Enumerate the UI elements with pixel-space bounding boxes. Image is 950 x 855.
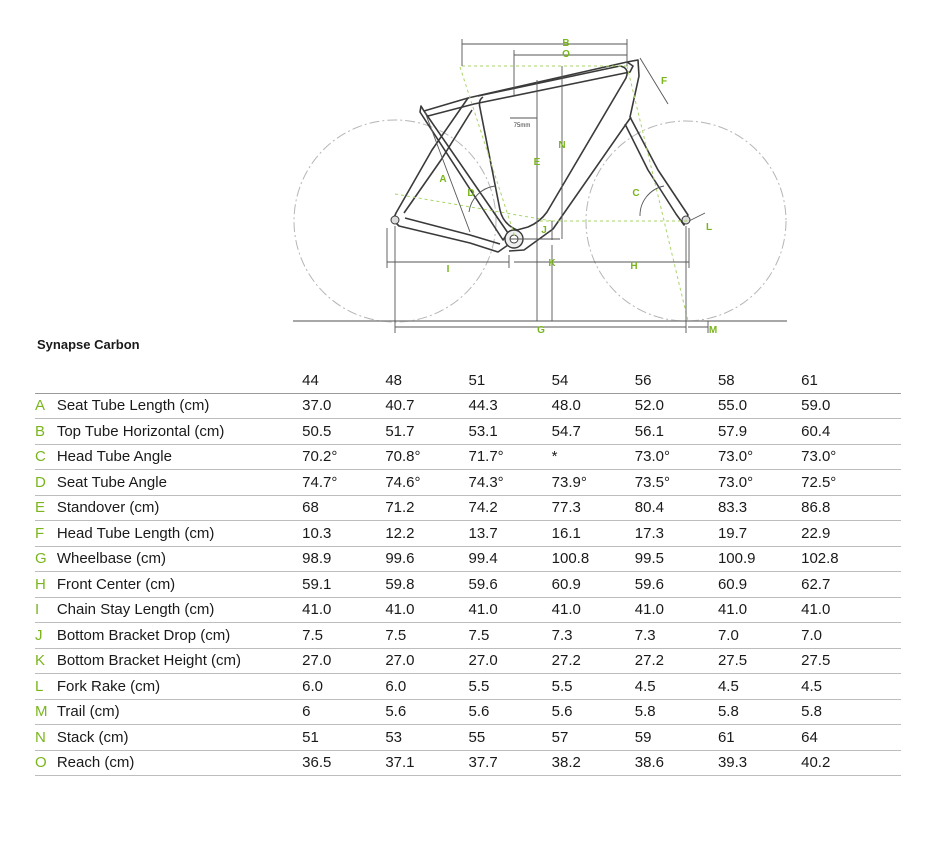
table-cell: * <box>552 444 635 470</box>
row-name: Standover (cm) <box>57 495 302 521</box>
table-cell: 57.9 <box>718 419 801 445</box>
table-cell: 54.7 <box>552 419 635 445</box>
table-cell: 60.9 <box>718 572 801 598</box>
table-row <box>35 393 901 419</box>
table-cell: 59.8 <box>385 572 468 598</box>
table-cell: 7.5 <box>302 623 385 649</box>
row-letter: N <box>35 725 57 751</box>
table-cell: 16.1 <box>552 521 635 547</box>
row-name: Stack (cm) <box>57 725 302 751</box>
table-cell: 55 <box>468 725 551 751</box>
dim-label-d: D <box>467 188 475 199</box>
table-cell: 6 <box>302 699 385 725</box>
rear-axle <box>391 216 399 224</box>
table-cell: 100.8 <box>552 546 635 572</box>
table-cell: 39.3 <box>718 750 801 776</box>
table-cell: 64 <box>801 725 901 751</box>
table-cell: 99.4 <box>468 546 551 572</box>
table-cell: 73.0° <box>718 470 801 496</box>
geometry-table <box>35 368 901 776</box>
dim-label-j: J <box>541 225 547 236</box>
row-name: Chain Stay Length (cm) <box>57 597 302 623</box>
table-cell: 59.0 <box>801 393 901 419</box>
row-letter: I <box>35 597 57 623</box>
table-cell: 4.5 <box>635 674 718 700</box>
table-row <box>35 546 901 572</box>
table-cell: 27.0 <box>302 648 385 674</box>
dim-label-f: F <box>660 76 668 87</box>
table-cell: 27.0 <box>468 648 551 674</box>
size-header: 56 <box>635 368 718 393</box>
table-cell: 7.0 <box>801 623 901 649</box>
table-cell: 99.6 <box>385 546 468 572</box>
table-cell: 41.0 <box>468 597 551 623</box>
table-cell: 74.3° <box>468 470 551 496</box>
table-row <box>35 750 901 776</box>
table-cell: 27.2 <box>635 648 718 674</box>
table-cell: 27.5 <box>801 648 901 674</box>
table-cell: 27.2 <box>552 648 635 674</box>
dim-label-75mm: 75mm <box>513 123 531 129</box>
table-cell: 38.2 <box>552 750 635 776</box>
row-name: Reach (cm) <box>57 750 302 776</box>
table-cell: 27.0 <box>385 648 468 674</box>
table-cell: 53 <box>385 725 468 751</box>
table-cell: 98.9 <box>302 546 385 572</box>
table-cell: 56.1 <box>635 419 718 445</box>
table-cell: 40.7 <box>385 393 468 419</box>
row-name: Bottom Bracket Drop (cm) <box>57 623 302 649</box>
dim-label-n: N <box>558 140 566 151</box>
size-header-row <box>35 368 901 393</box>
table-cell: 72.5° <box>801 470 901 496</box>
table-cell: 73.5° <box>635 470 718 496</box>
table-cell: 7.3 <box>635 623 718 649</box>
table-cell: 38.6 <box>635 750 718 776</box>
row-letter: K <box>35 648 57 674</box>
table-cell: 80.4 <box>635 495 718 521</box>
row-name: Head Tube Length (cm) <box>57 521 302 547</box>
table-cell: 59.1 <box>302 572 385 598</box>
table-cell: 62.7 <box>801 572 901 598</box>
table-cell: 74.7° <box>302 470 385 496</box>
table-cell: 19.7 <box>718 521 801 547</box>
table-cell: 41.0 <box>635 597 718 623</box>
row-letter: B <box>35 419 57 445</box>
table-cell: 60.9 <box>552 572 635 598</box>
table-row <box>35 597 901 623</box>
table-cell: 36.5 <box>302 750 385 776</box>
table-cell: 100.9 <box>718 546 801 572</box>
dim-label-m: M <box>708 325 718 336</box>
table-cell: 4.5 <box>718 674 801 700</box>
row-name: Fork Rake (cm) <box>57 674 302 700</box>
model-title: Synapse Carbon <box>37 337 140 352</box>
row-letter: J <box>35 623 57 649</box>
table-cell: 102.8 <box>801 546 901 572</box>
table-cell: 7.5 <box>385 623 468 649</box>
row-name: Bottom Bracket Height (cm) <box>57 648 302 674</box>
row-letter: M <box>35 699 57 725</box>
dim-label-e: E <box>533 157 541 168</box>
table-cell: 51 <box>302 725 385 751</box>
table-cell: 13.7 <box>468 521 551 547</box>
row-name: Seat Tube Length (cm) <box>57 393 302 419</box>
table-cell: 7.3 <box>552 623 635 649</box>
table-cell: 5.6 <box>385 699 468 725</box>
table-row <box>35 572 901 598</box>
table-cell: 74.2 <box>468 495 551 521</box>
table-cell: 70.8° <box>385 444 468 470</box>
table-cell: 59 <box>635 725 718 751</box>
row-letter: D <box>35 470 57 496</box>
table-row <box>35 699 901 725</box>
table-cell: 51.7 <box>385 419 468 445</box>
table-cell: 44.3 <box>468 393 551 419</box>
row-letter: A <box>35 393 57 419</box>
row-letter: F <box>35 521 57 547</box>
bike-frame <box>393 60 688 252</box>
table-cell: 50.5 <box>302 419 385 445</box>
front-axle <box>682 216 690 224</box>
table-cell: 59.6 <box>635 572 718 598</box>
table-cell: 74.6° <box>385 470 468 496</box>
size-header: 61 <box>801 368 901 393</box>
table-cell: 86.8 <box>801 495 901 521</box>
table-cell: 52.0 <box>635 393 718 419</box>
table-cell: 5.8 <box>801 699 901 725</box>
table-row <box>35 444 901 470</box>
row-letter: E <box>35 495 57 521</box>
table-cell: 73.0° <box>635 444 718 470</box>
table-cell: 53.1 <box>468 419 551 445</box>
table-row <box>35 521 901 547</box>
table-cell: 5.5 <box>468 674 551 700</box>
row-name: Front Center (cm) <box>57 572 302 598</box>
table-cell: 57 <box>552 725 635 751</box>
size-header: 54 <box>552 368 635 393</box>
construction-lines <box>395 66 689 321</box>
row-letter: G <box>35 546 57 572</box>
table-cell: 7.5 <box>468 623 551 649</box>
table-cell: 55.0 <box>718 393 801 419</box>
table-row <box>35 674 901 700</box>
table-cell: 6.0 <box>302 674 385 700</box>
size-header: 48 <box>385 368 468 393</box>
table-cell: 73.9° <box>552 470 635 496</box>
table-cell: 70.2° <box>302 444 385 470</box>
table-cell: 41.0 <box>718 597 801 623</box>
dim-label-c: C <box>632 188 640 199</box>
table-cell: 48.0 <box>552 393 635 419</box>
table-row <box>35 495 901 521</box>
size-header: 58 <box>718 368 801 393</box>
table-cell: 5.8 <box>635 699 718 725</box>
table-cell: 60.4 <box>801 419 901 445</box>
table-row <box>35 419 901 445</box>
dim-label-b: B <box>562 38 570 49</box>
table-cell: 12.2 <box>385 521 468 547</box>
table-cell: 4.5 <box>801 674 901 700</box>
header-blank <box>57 368 302 393</box>
row-name: Head Tube Angle <box>57 444 302 470</box>
table-cell: 5.5 <box>552 674 635 700</box>
table-cell: 40.2 <box>801 750 901 776</box>
table-cell: 99.5 <box>635 546 718 572</box>
table-cell: 41.0 <box>801 597 901 623</box>
header-blank <box>35 368 57 393</box>
table-cell: 41.0 <box>385 597 468 623</box>
table-row <box>35 725 901 751</box>
table-cell: 77.3 <box>552 495 635 521</box>
table-cell: 37.0 <box>302 393 385 419</box>
dim-label-g: G <box>537 325 545 336</box>
row-letter: C <box>35 444 57 470</box>
table-cell: 61 <box>718 725 801 751</box>
row-name: Trail (cm) <box>57 699 302 725</box>
row-letter: O <box>35 750 57 776</box>
table-row <box>35 623 901 649</box>
row-name: Wheelbase (cm) <box>57 546 302 572</box>
table-cell: 5.8 <box>718 699 801 725</box>
table-row <box>35 470 901 496</box>
table-cell: 10.3 <box>302 521 385 547</box>
table-cell: 41.0 <box>302 597 385 623</box>
size-header: 44 <box>302 368 385 393</box>
table-cell: 73.0° <box>801 444 901 470</box>
row-letter: H <box>35 572 57 598</box>
dim-label-l: L <box>705 222 713 233</box>
table-cell: 59.6 <box>468 572 551 598</box>
table-cell: 41.0 <box>552 597 635 623</box>
row-name: Seat Tube Angle <box>57 470 302 496</box>
table-cell: 37.1 <box>385 750 468 776</box>
dim-label-k: K <box>548 258 556 269</box>
geometry-diagram <box>0 0 950 340</box>
table-cell: 27.5 <box>718 648 801 674</box>
table-cell: 83.3 <box>718 495 801 521</box>
table-row <box>35 648 901 674</box>
dim-label-i: I <box>446 264 450 275</box>
dim-label-o: O <box>562 49 570 60</box>
table-cell: 37.7 <box>468 750 551 776</box>
dimension-lines <box>387 39 708 333</box>
size-header: 51 <box>468 368 551 393</box>
row-name: Top Tube Horizontal (cm) <box>57 419 302 445</box>
row-letter: L <box>35 674 57 700</box>
table-cell: 5.6 <box>552 699 635 725</box>
table-cell: 17.3 <box>635 521 718 547</box>
table-cell: 22.9 <box>801 521 901 547</box>
dim-label-a: A <box>439 174 447 185</box>
table-cell: 6.0 <box>385 674 468 700</box>
dim-label-h: H <box>630 261 638 272</box>
table-cell: 5.6 <box>468 699 551 725</box>
table-cell: 71.7° <box>468 444 551 470</box>
table-cell: 68 <box>302 495 385 521</box>
table-cell: 73.0° <box>718 444 801 470</box>
table-cell: 7.0 <box>718 623 801 649</box>
table-cell: 71.2 <box>385 495 468 521</box>
